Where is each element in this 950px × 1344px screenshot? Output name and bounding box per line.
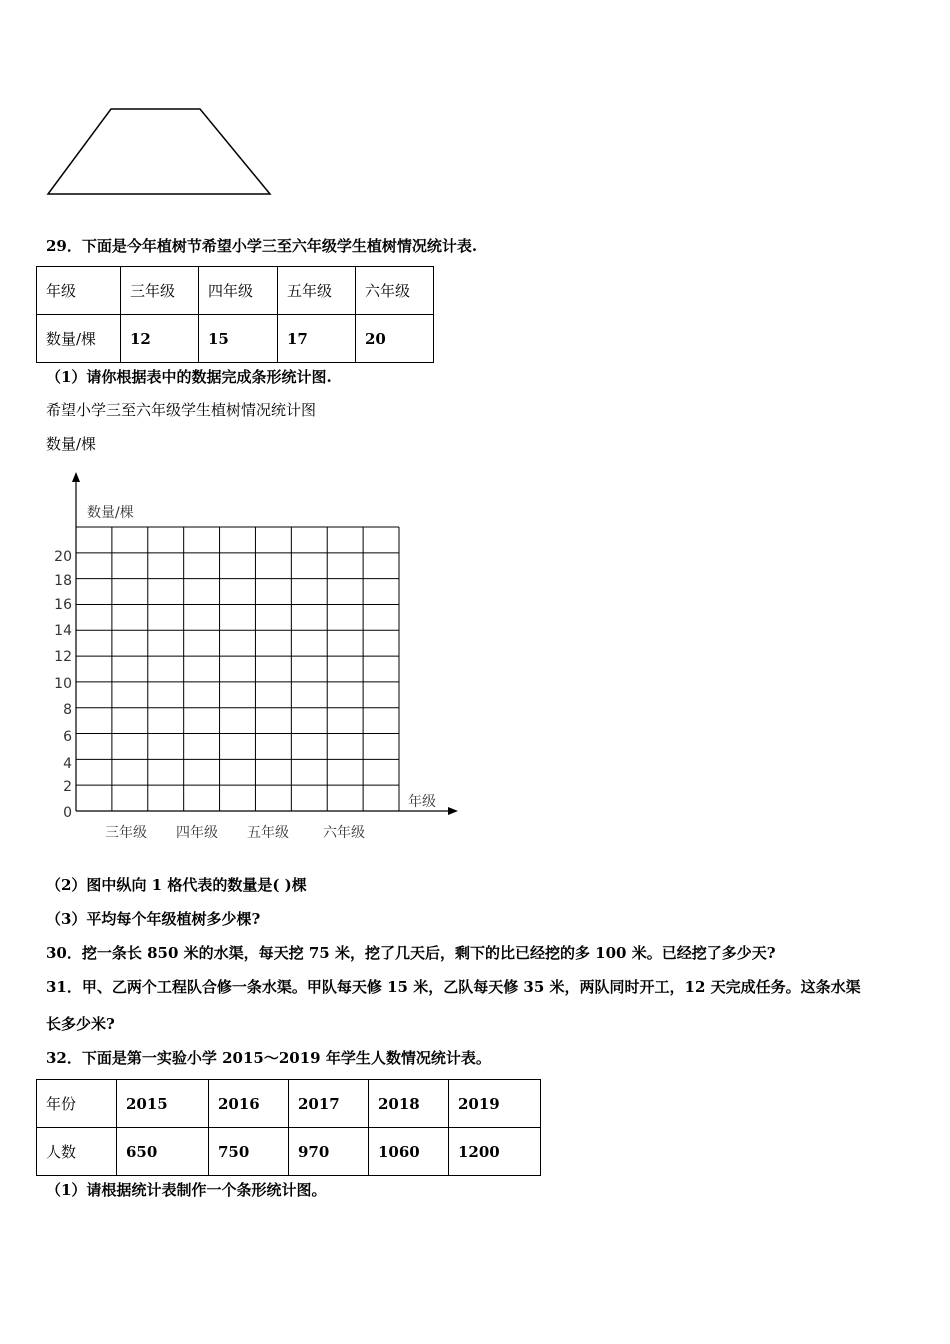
table-cell: 650 (117, 1128, 209, 1176)
trapezoid-figure (40, 100, 280, 200)
table-cell: 四年级 (199, 267, 278, 315)
x-axis-title: 年级 (408, 794, 436, 810)
x-category-label: 五年级 (247, 825, 289, 841)
x-axis-arrow (448, 807, 458, 815)
table-cell: 2019 (449, 1080, 541, 1128)
y-tick-label: 14 (54, 623, 72, 639)
x-category-label: 六年级 (323, 825, 365, 841)
q31-line1: 31．甲、乙两个工程队合修一条水渠。甲队每天修 15 米，乙队每天修 35 米，两队同时开工，12 天完成任务。这条水渠 (46, 978, 861, 996)
q29-sub3: （3）平均每个年级植树多少棵? (46, 910, 261, 928)
y-tick-label: 12 (54, 649, 72, 665)
table-cell: 970 (289, 1128, 369, 1176)
table-row (37, 315, 434, 363)
table-cell: 2016 (209, 1080, 289, 1128)
table-cell: 750 (209, 1128, 289, 1176)
q29-sub1: （1）请你根据表中的数据完成条形统计图. (46, 368, 332, 386)
y-tick-label: 8 (63, 702, 72, 718)
y-tick-label: 20 (54, 549, 72, 565)
table-cell: 年级 (37, 267, 121, 315)
y-tick-label: 16 (54, 597, 72, 613)
table-cell: 三年级 (121, 267, 199, 315)
table-cell: 12 (121, 315, 199, 363)
x-category-label: 四年级 (176, 825, 218, 841)
y-tick-label: 4 (63, 756, 72, 772)
y-tick-label: 6 (63, 729, 72, 745)
q29-intro: 29．下面是今年植树节希望小学三至六年级学生植树情况统计表. (46, 237, 478, 255)
table-cell: 2018 (369, 1080, 449, 1128)
table-cell: 六年级 (356, 267, 434, 315)
table-cell: 2017 (289, 1080, 369, 1128)
table-cell: 1200 (449, 1128, 541, 1176)
y-tick-label: 10 (54, 676, 72, 692)
q29-sub2: （2）图中纵向 1 格代表的数量是( )棵 (46, 876, 307, 894)
table-cell: 数量/棵 (37, 315, 121, 363)
table-row (37, 1080, 541, 1128)
table-cell: 15 (199, 315, 278, 363)
q32-intro: 32．下面是第一实验小学 2015～2019 年学生人数情况统计表。 (46, 1049, 491, 1067)
q29-table (36, 266, 434, 363)
y-axis-title: 数量/棵 (87, 505, 134, 521)
bar-chart-grid (0, 460, 480, 850)
table-cell: 2015 (117, 1080, 209, 1128)
table-cell: 五年级 (278, 267, 356, 315)
q32-sub1: （1）请根据统计表制作一个条形统计图。 (46, 1181, 327, 1199)
chart-unit: 数量/棵 (46, 435, 97, 453)
trapezoid-shape (48, 109, 270, 194)
q30-text: 30．挖一条长 850 米的水渠，每天挖 75 米，挖了几天后，剩下的比已经挖的多 100 米。已经挖了多少天? (46, 944, 776, 962)
y-tick-label: 18 (54, 573, 72, 589)
table-cell: 人数 (37, 1128, 117, 1176)
q32-table (36, 1079, 541, 1176)
table-cell: 1060 (369, 1128, 449, 1176)
y-tick-label: 2 (63, 779, 72, 795)
table-cell: 20 (356, 315, 434, 363)
x-category-label: 三年级 (105, 825, 147, 841)
table-row (37, 267, 434, 315)
table-cell: 17 (278, 315, 356, 363)
table-cell: 年份 (37, 1080, 117, 1128)
y-axis-arrow (72, 472, 80, 482)
chart-title: 希望小学三至六年级学生植树情况统计图 (46, 401, 317, 419)
table-row (37, 1128, 541, 1176)
y-tick-label: 0 (63, 805, 72, 821)
q31-line2: 长多少米? (46, 1015, 115, 1033)
